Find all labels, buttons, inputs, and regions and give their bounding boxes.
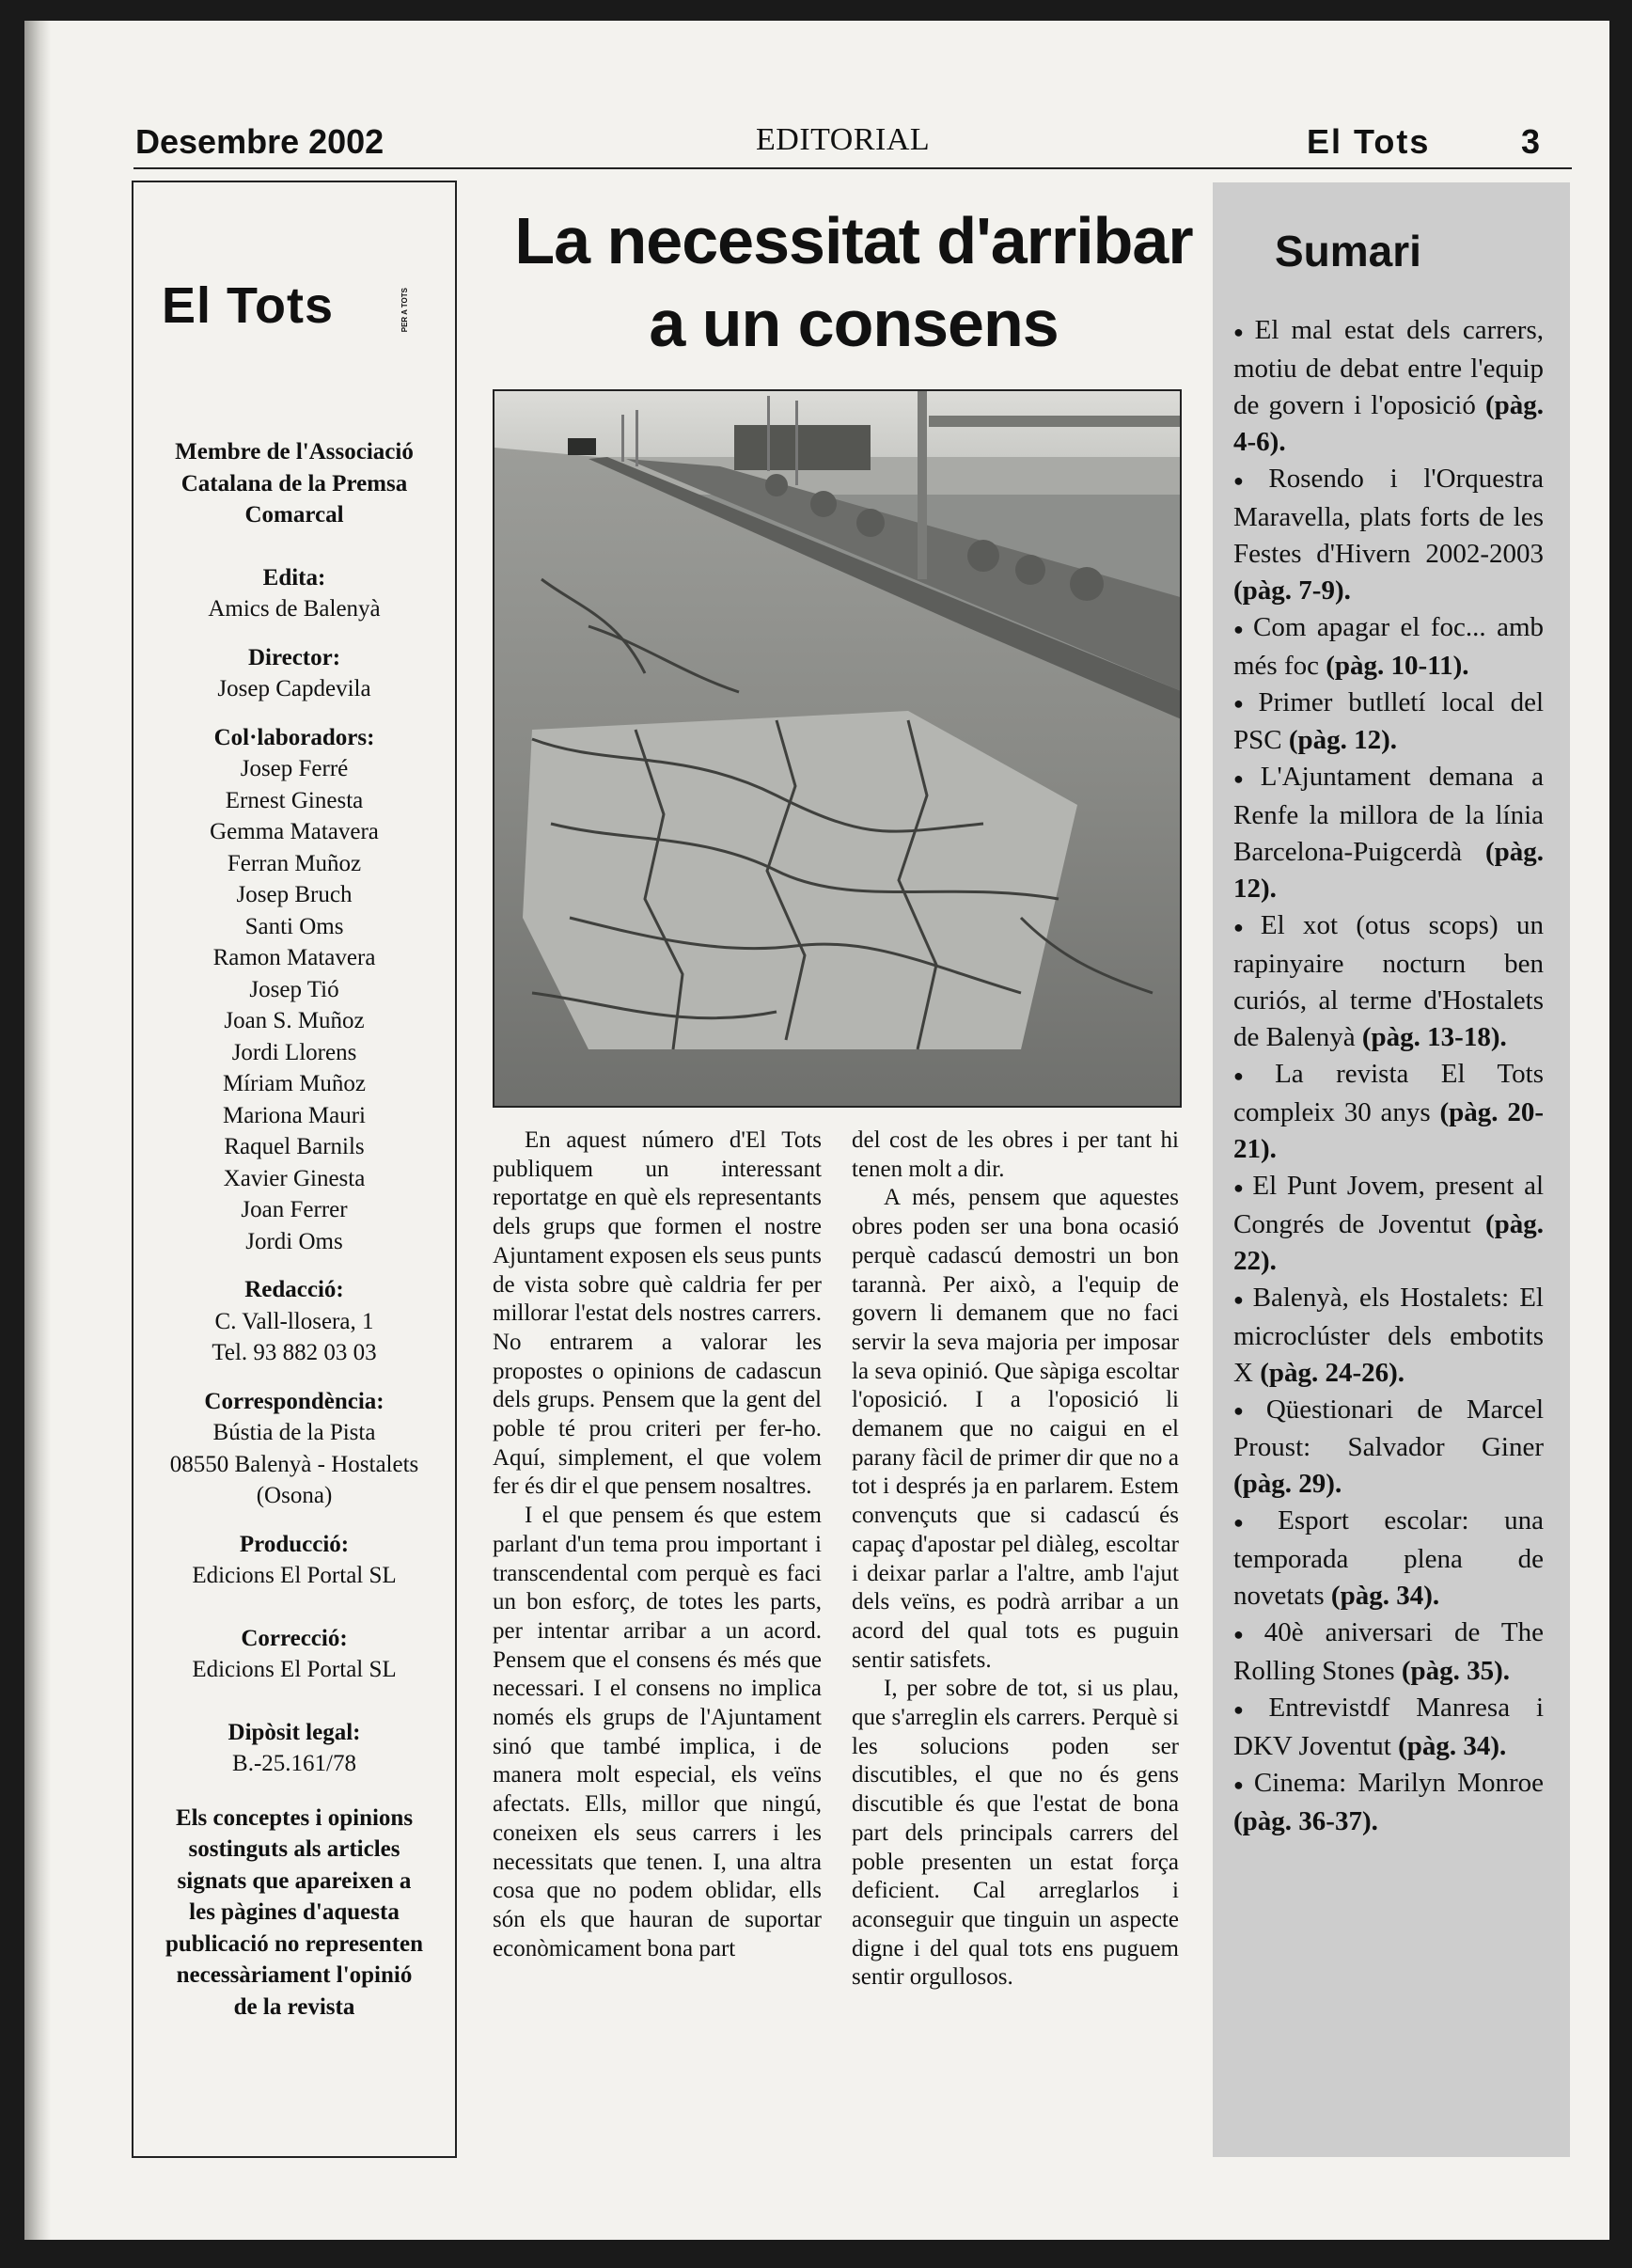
disclaimer-line: necessàriament l'opinió: [176, 1962, 413, 1988]
disclaimer-line: de la revista: [233, 1993, 355, 2020]
membership-line: Membre de l'Associació: [175, 439, 414, 465]
edita-value: Amics de Balenyà: [208, 596, 381, 622]
redaccio-label: Redacció:: [244, 1277, 344, 1302]
editorial-paragraph: En aquest número d'El Tots publiquem un interessant reportatge en què els representants dels grups que formen el nostre Ajuntament exposen els seus punts de vista sobre què caldria fer per millorar l'estat dels nostres carrers. No entrarem a valorar les propostes o opinions de cadascun dels grups. Pensem que la gent del poble té prou criteri per fer-ho. Aquí, simplement, el que volem fer és dir el que pensem nosaltres.: [493, 1127, 822, 1500]
bullet-icon: ●: [1233, 1401, 1261, 1421]
header-page-number: 3: [1521, 122, 1541, 161]
produccio-label: Producció:: [239, 1531, 350, 1557]
header-date: Desembre 2002: [135, 122, 384, 161]
membership-line: Comarcal: [244, 502, 344, 528]
street-photo: [493, 389, 1182, 1108]
bullet-icon: ●: [1233, 1625, 1259, 1645]
sumari-item: [1233, 1765, 1544, 1840]
bullet-icon: ●: [1233, 322, 1249, 341]
bullet-icon: ●: [1233, 1177, 1248, 1197]
sumari-item: [1233, 685, 1544, 760]
sumari-item-page: (pàg. 20-21).: [1233, 1096, 1544, 1164]
sumari-item-page: (pàg. 35).: [1401, 1656, 1511, 1687]
collaborator: Míriam Muñoz: [222, 1071, 367, 1096]
sumari-item-text: El Punt Jovem, present al Congrés de Joventut: [1233, 1170, 1545, 1239]
sumari-item-text: 40è aniversari de The Rolling Stones: [1233, 1617, 1544, 1687]
masthead-logo-tagline: PER A TOTS: [400, 288, 409, 333]
editorial-title-line: La necessitat d'arribar: [514, 204, 1193, 277]
collaborator: Mariona Mauri: [222, 1102, 367, 1128]
disclaimer-line: Els conceptes i opinions: [175, 1804, 414, 1831]
editorial-paragraph: I el que pensem és que estem parlant d'un tema prou important i transcendental com perquè es faci un bon esforç, de totes les parts, per intentar arribar a un acord. Pensem que el consens és més que necessari. I el consens no implica només els grups de l'Ajuntament sinó que també implica, i de manera molt especial, els veïns afectats. Ells, millor que ningú, coneixen els seus carrers i les necessitats que tenen. I, una altra cosa que no podem oblidar, ells són els que hauran de suportar econòmicament bona part: [493, 1503, 822, 1961]
sumari-item-text: L'Ajuntament demana a Renfe la millora de la línia Barcelona-Puigcerdà: [1233, 762, 1544, 868]
sumari-item: [1233, 1614, 1544, 1690]
sumari-item-page: (pàg. 29).: [1233, 1469, 1342, 1500]
editorial-title-line: a un consens: [649, 287, 1059, 360]
sumari-item: [1233, 759, 1544, 907]
correccio-label: Correcció:: [241, 1625, 348, 1651]
diposit-value: B.-25.161/78: [232, 1751, 356, 1776]
collaborator: Raquel Barnils: [224, 1134, 365, 1159]
director-label: Director:: [247, 644, 341, 670]
bullet-icon: ●: [1233, 1065, 1270, 1085]
sumari-item: [1233, 1503, 1544, 1614]
sumari-item-text: Balenyà, els Hostalets: El microclúster dels embotits X: [1233, 1282, 1544, 1388]
director-value: Josep Capdevila: [217, 676, 371, 701]
editorial-title: [478, 199, 1230, 365]
cracked-road-photo: [494, 391, 1182, 1108]
masthead-logo: El Tots: [162, 277, 335, 334]
editorial-paragraph: del cost de les obres i per tant hi tenen molt a dir.: [852, 1127, 1179, 1182]
sumari-item-page: (pàg. 22).: [1233, 1208, 1544, 1276]
collaborator: Santi Oms: [244, 913, 344, 939]
diposit-label: Dipòsit legal:: [228, 1719, 361, 1745]
sumari-item-text: Esport escolar: una temporada plena de novetats: [1233, 1505, 1545, 1612]
sumari-item-text: El xot (otus scops) un rapinyaire nocturn ben curiós, al terme d'Hostalets de Balenyà: [1233, 910, 1545, 1053]
header-section: EDITORIAL: [756, 122, 931, 157]
sumari-item-page: (pàg. 10-11).: [1326, 650, 1469, 681]
sumari-item-text: Cinema: Marilyn Monroe: [1253, 1767, 1544, 1798]
sumari-item-page: (pàg. 24-26).: [1260, 1357, 1405, 1388]
page-spine-shadow: [24, 21, 51, 2240]
sumari-item: [1233, 1280, 1544, 1392]
editorial-paragraph: I, per sobre de tot, si us plau, que s'arreglin els carrers. Perquè si les solucions poden ser discutibles, el que no és gens discutible és que l'estat de bona part dels principals carrers del poble presenten un estat força deficient. Cal arreglarlos i aconseguir que tinguin un aspecte digne i del qual tots ens puguem sentir orgullosos.: [852, 1676, 1179, 1991]
sumari-item-text: Primer butlletí local del PSC: [1233, 686, 1544, 756]
collaborators-label: Col·laboradors:: [213, 724, 375, 750]
edita-label: Edita:: [262, 564, 326, 591]
masthead-credits: [133, 436, 455, 2023]
header-publication: El Tots: [1307, 122, 1431, 161]
bullet-icon: ●: [1233, 470, 1263, 490]
editorial-column-1: [493, 1126, 822, 1963]
collaborator: Jordi Oms: [245, 1228, 343, 1254]
sumari-item-text: Com apagar el foc... amb més foc: [1233, 611, 1545, 681]
sumari-item: [1233, 609, 1544, 685]
sumari-item: [1233, 461, 1544, 609]
collaborator: Gemma Matavera: [210, 819, 379, 844]
sumari-item: [1233, 1690, 1544, 1765]
sumari-title: Sumari: [1275, 227, 1421, 276]
bullet-icon: ●: [1233, 1699, 1263, 1719]
redaccio-address: C. Vall-llosera, 1: [214, 1308, 374, 1334]
collaborator: Xavier Ginesta: [223, 1165, 366, 1191]
correspondencia-line: 08550 Balenyà - Hostalets: [169, 1451, 419, 1477]
redaccio-phone: Tel. 93 882 03 03: [212, 1340, 377, 1365]
bullet-icon: ●: [1233, 1513, 1273, 1533]
disclaimer-line: les pàgines d'aquesta: [189, 1899, 400, 1925]
collaborator: Joan S. Muñoz: [224, 1008, 365, 1033]
disclaimer-line: signats que apareixen a: [177, 1867, 412, 1894]
magazine-page: [24, 21, 1609, 2240]
sumari-item-text: Rosendo i l'Orquestra Maravella, plats forts de les Festes d'Hivern 2002-2003: [1233, 463, 1545, 569]
membership-line: Catalana de la Premsa: [180, 470, 408, 496]
bullet-icon: ●: [1233, 1289, 1248, 1309]
sumari-item: [1233, 1056, 1544, 1168]
collaborator: Josep Bruch: [236, 882, 353, 907]
sumari-item-page: (pàg. 34).: [1330, 1581, 1440, 1612]
sumari-item-page: (pàg. 12).: [1233, 837, 1544, 905]
sumari-item-page: (pàg. 4-6).: [1233, 389, 1544, 457]
correccio-value: Edicions El Portal SL: [192, 1657, 397, 1682]
collaborator: Joan Ferrer: [241, 1197, 348, 1222]
sumari-item: [1233, 907, 1544, 1056]
sumari-item-text: El mal estat dels carrers, motiu de debat entre l'equip de govern i l'oposició: [1233, 315, 1544, 420]
collaborator: Ernest Ginesta: [225, 787, 364, 813]
correspondencia-line: Bústia de la Pista: [212, 1420, 376, 1445]
sumari-item-page: (pàg. 13-18).: [1361, 1022, 1507, 1053]
disclaimer-line: publicació no representen: [165, 1930, 424, 1957]
sumari-item-page: (pàg. 7-9).: [1233, 575, 1351, 606]
sumari-item-page: (pàg. 34).: [1398, 1730, 1507, 1761]
disclaimer-line: sostinguts als articles: [188, 1836, 400, 1862]
sumari-item-text: La revista El Tots compleix 30 anys: [1233, 1059, 1545, 1127]
sumari-item-text: Entrevistdf Manresa i DKV Joventut: [1233, 1693, 1544, 1761]
sumari-item-page: (pàg. 12).: [1288, 725, 1398, 756]
sumari-item-page: (pàg. 36-37).: [1233, 1805, 1378, 1836]
sumari-item: [1233, 1168, 1544, 1280]
correspondencia-line: (Osona): [256, 1483, 333, 1508]
collaborator: Josep Ferré: [240, 756, 349, 781]
bullet-icon: ●: [1233, 694, 1253, 714]
header-rule: [133, 167, 1572, 169]
collaborator: Josep Tió: [249, 976, 339, 1002]
sumari-panel: [1213, 182, 1570, 2157]
produccio-value: Edicions El Portal SL: [192, 1563, 397, 1588]
editorial-paragraph: A més, pensem que aquestes obres poden ser una bona ocasió perquè cadascú demostri un bon tarannà. Per això, a l'equip de govern li demanem que no faci servir la seva majoria per imposar la seva opinió. Que sàpiga escoltar l'oposició. I a l'oposició li demanem que no caigui en el parany fàcil de primer dir que no a tot i després ja en parlarem. Estem convençuts que si cadascú és capaç d'apostar pel diàleg, escoltar i deixar parlar a l'altre, amb l'ajut dels veïns, es podrà arribar a un acord del qual tots es puguin sentir satisfets.: [852, 1185, 1179, 1673]
sumari-list: [1233, 312, 1544, 1840]
collaborator: Ferran Muñoz: [227, 850, 362, 876]
collaborator: Ramon Matavera: [212, 945, 376, 970]
editorial-column-2: [852, 1126, 1179, 1992]
sumari-item: [1233, 312, 1544, 461]
bullet-icon: ●: [1233, 1774, 1248, 1794]
sumari-item-text: Qüestionari de Marcel Proust: Salvador Giner: [1233, 1394, 1545, 1463]
masthead-box: [132, 181, 457, 2158]
sumari-item: [1233, 1392, 1544, 1504]
collaborator: Jordi Llorens: [231, 1039, 357, 1065]
correspondencia-label: Correspondència:: [204, 1388, 384, 1414]
bullet-icon: ●: [1233, 619, 1248, 638]
bullet-icon: ●: [1233, 769, 1255, 789]
bullet-icon: ●: [1233, 918, 1255, 937]
